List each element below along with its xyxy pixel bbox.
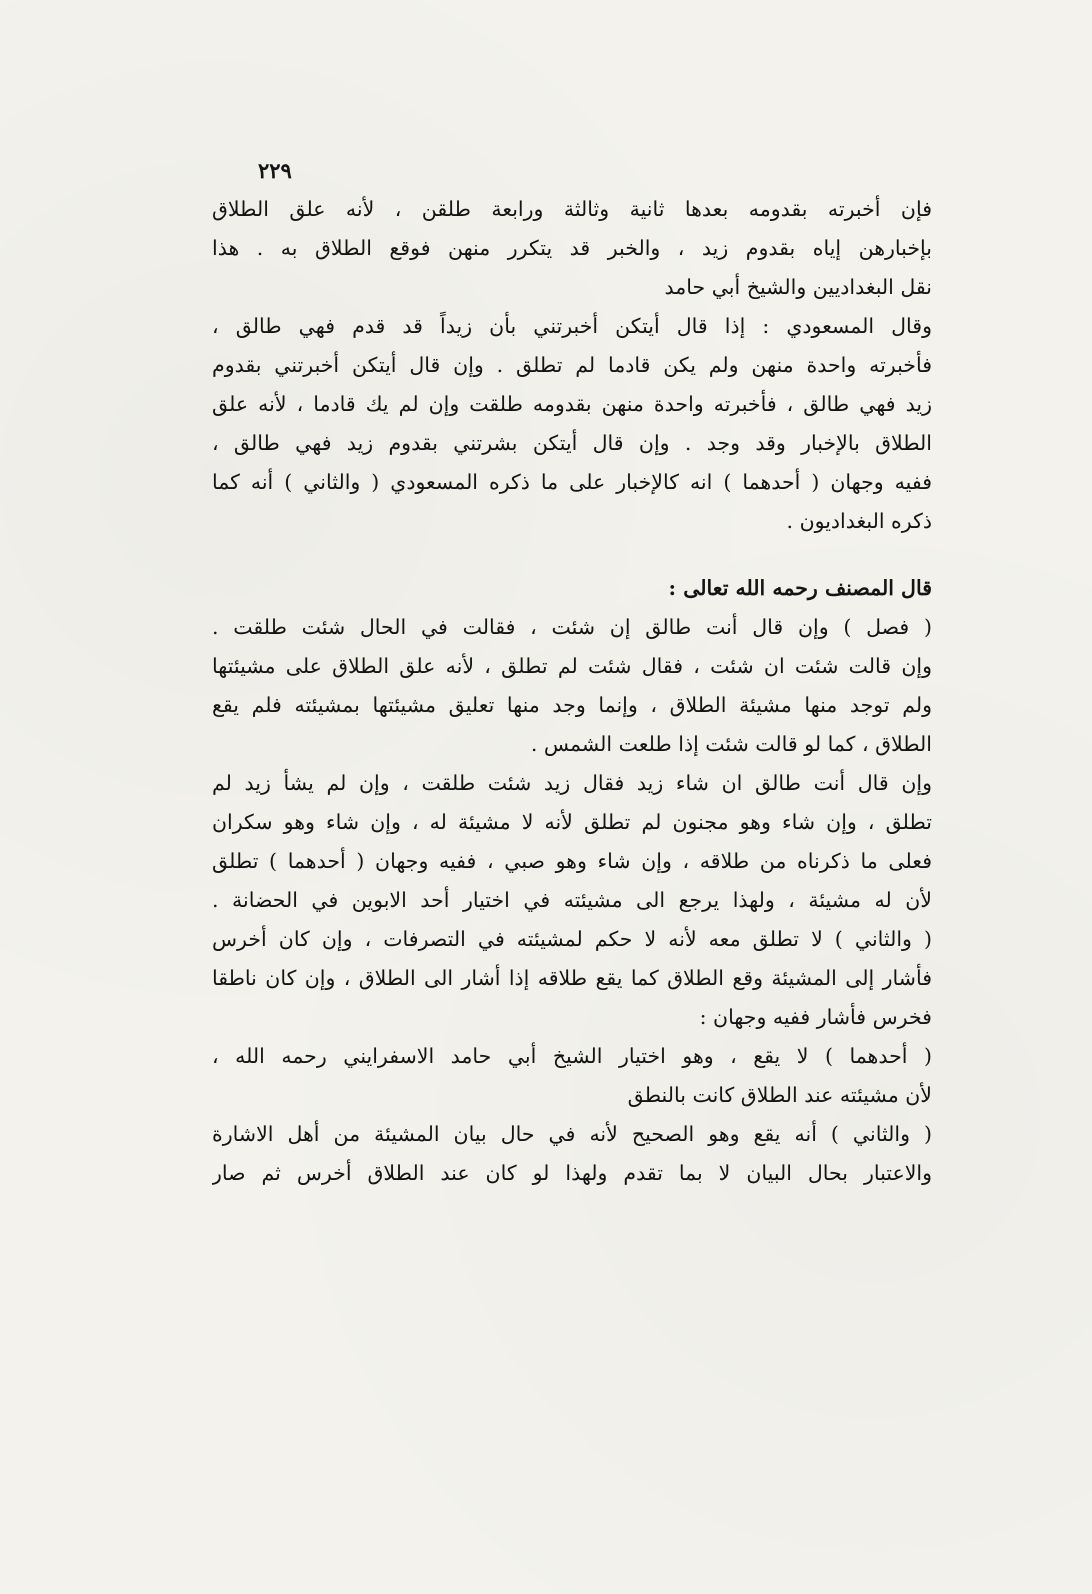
text-line: وإن قالت شئت ان شئت ، فقال شئت لم تطلق ، لأنه علق الطلاق على مشيئتها <box>212 654 932 678</box>
text-line: والاعتبار بحال البيان لا بما تقدم ولهذا لو كان عند الطلاق أخرس ثم صار <box>212 1161 932 1185</box>
text-line: لأن له مشيئة ، ولهذا يرجع الى مشيئته في اختيار أحد الابوين في الحضانة . <box>212 888 932 912</box>
text-line: ( والثاني ) أنه يقع وهو الصحيح لأنه في حال بيان المشيئة من أهل الاشارة <box>212 1122 932 1146</box>
text-line: فخرس فأشار ففيه وجهان : <box>699 1005 932 1029</box>
text-line: وقال المسعودي : إذا قال أيتكن أخبرتني بأن زيداً قد قدم فهي طالق ، <box>212 314 932 338</box>
page-number: ٢٢٩ <box>258 158 292 183</box>
text-line: نقل البغداديين والشيخ أبي حامد <box>664 275 932 299</box>
text-line: فأخبرته واحدة منهن ولم يكن قادما لم تطلق . وإن قال أيتكن أخبرتني بقدوم <box>212 353 932 377</box>
text-line: ففيه وجهان ( أحدهما ) انه كالإخبار على ما ذكره المسعودي ( والثاني ) أنه كما <box>212 470 932 494</box>
text-line: ( فصل ) وإن قال أنت طالق إن شئت ، فقالت في الحال شئت طلقت . <box>212 615 932 639</box>
text-line: بإخبارهن إياه بقدوم زيد ، والخبر قد يتكرر منهن فوقع الطلاق به . هذا <box>212 236 932 260</box>
text-line: الطلاق بالإخبار وقد وجد . وإن قال أيتكن بشرتني بقدوم زيد فهي طالق ، <box>212 431 932 455</box>
text-line: تطلق ، وإن شاء وهو مجنون لم تطلق لأنه لا مشيئة له ، وإن شاء وهو سكران <box>212 810 932 834</box>
text-line: ذكره البغداديون . <box>786 509 932 533</box>
text-line: ولم توجد منها مشيئة الطلاق ، وإنما وجد منها تعليق مشيئتها بمشيئته فلم يقع <box>212 693 932 717</box>
paragraph-4 <box>212 764 932 1037</box>
text-line: فإن أخبرته بقدومه بعدها ثانية وثالثة ورابعة طلقن ، لأنه علق الطلاق <box>212 197 932 221</box>
text-line: الطلاق ، كما لو قالت شئت إذا طلعت الشمس . <box>530 732 932 756</box>
text-line: فعلى ما ذكرناه من طلاقه ، وإن شاء وهو صبي ، ففيه وجهان ( أحدهما ) تطلق <box>212 849 932 873</box>
paragraph-5 <box>212 1037 932 1115</box>
paragraph-3 <box>212 608 932 764</box>
text-line: فأشار إلى المشيئة وقع الطلاق كما يقع طلاقه إذا أشار الى الطلاق ، وإن كان ناطقا <box>212 966 932 990</box>
paragraph-1 <box>212 190 932 307</box>
section-heading: قال المصنف رحمه الله تعالى : <box>668 576 932 600</box>
text-body <box>212 190 932 1193</box>
paragraph-6 <box>212 1115 932 1193</box>
text-line: زيد فهي طالق ، فأخبرته واحدة منهن بقدومه طلقت وإن لم يك قادما ، لأنه علق <box>212 392 932 416</box>
text-line: وإن قال أنت طالق ان شاء زيد فقال زيد شئت طلقت ، وإن لم يشأ زيد لم <box>212 771 932 795</box>
text-line: لأن مشيئته عند الطلاق كانت بالنطق <box>627 1083 932 1107</box>
text-line: ( والثاني ) لا تطلق معه لأنه لا حكم لمشيئته في التصرفات ، وإن كان أخرس <box>212 927 932 951</box>
text-line: ( أحدهما ) لا يقع ، وهو اختيار الشيخ أبي حامد الاسفرايني رحمه الله ، <box>212 1044 932 1068</box>
section-gap <box>212 541 932 569</box>
paragraph-2 <box>212 307 932 541</box>
